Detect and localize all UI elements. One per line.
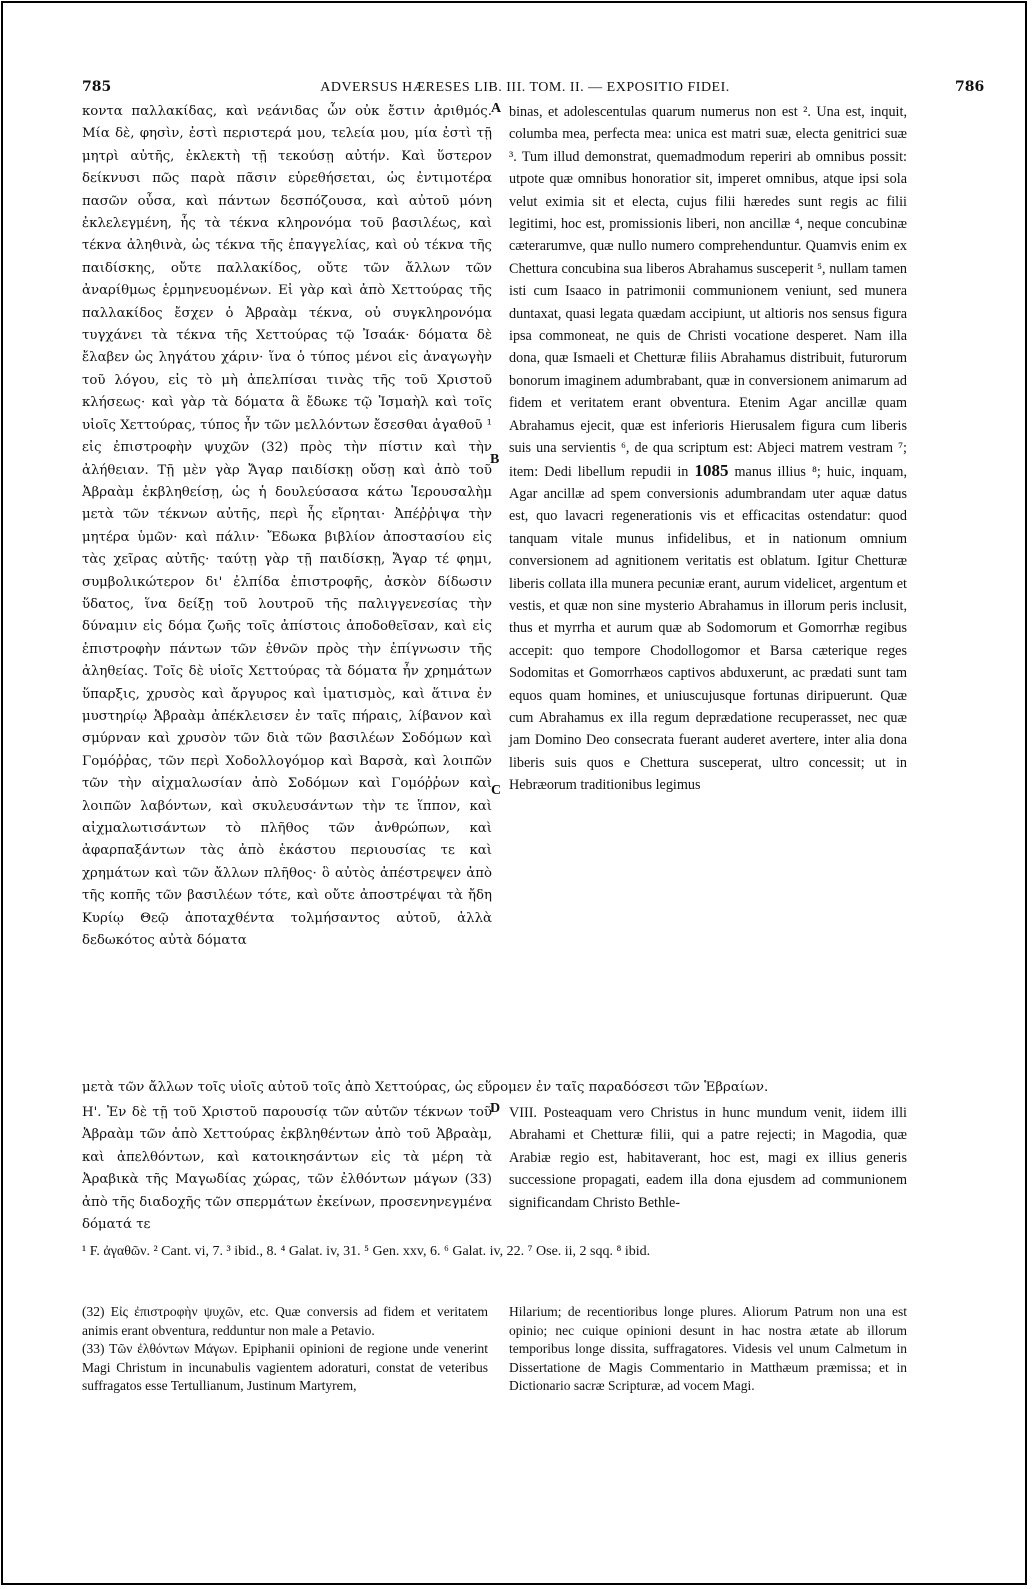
section-marker-a: A bbox=[491, 101, 502, 116]
section-marker-c: C bbox=[491, 783, 502, 798]
note-32: (32) Εἰς ἐπιστροφὴν ψυχῶν, etc. Quæ conversis ad fidem et veritatem animis erant obventura, redduntur non male a Petavio. bbox=[82, 1304, 488, 1338]
greek-paragraph: κοντα παλλακίδας, καὶ νεάνιδας ὧν οὐκ ἔστιν ἀριθμός. Μία δὲ, φησὶν, ἐστὶ περιστερά μου, τελεία μου, μία ἐστὶ τῇ μητρὶ αὐτῆς, ἐκλεκτὴ τῇ τεκούσῃ αὐτήν. Καὶ ὕστερον δείκνυσι πῶς παρὰ πᾶσιν εὑρεθήσεται, ὡς ἐντιμοτέρα πασῶν οὖσα, καὶ πάντων δεσπόζουσα, καὶ αὐτοῦ μόνη ἐκλελεγμένη, ἧς τὰ τέκνα κληρονόμα τοῦ βασιλέως, καὶ τέκνα ἀληθινὰ, ὡς τέκνα τῆς ἐπαγγελίας, καὶ οὐ τέκνα τῆς παιδίσκης, οὔτε παλλακίδος, οὔτε τῶν ἄλλων τῶν ἀναρίθμως ἑρμηνευομένων. Εἰ γὰρ καὶ ἀπὸ Χεττούρας τῆς παλλακίδος ἔσχεν ὁ Ἀβραὰμ τέκνα, οὐ συγκληρονόμα τυγχάνει τὰ τέκνα τῆς Χεττούρας τῷ Ἰσαάκ· δόματα δὲ ἔλαβεν ὡς ληγάτου χάριν· ἵνα ὁ τύπος μένοι εἰς ἀναγωγὴν τοῦ λόγου, εἰς τὸ μὴ ἀπελπίσαι τινὰς τῆς τοῦ Χριστοῦ κλήσεως· καὶ γὰρ τὰ δόματα ἃ ἔδωκε τῷ Ἰσμαὴλ καὶ τοῖς υἱοῖς Χεττούρας, τύπος ἦν τῶν μελλόντων ἔσεσθαι ἀγαθοῦ ¹ εἰς ἐπιστροφὴν ψυχῶν (32) πρὸς τὴν πίστιν καὶ τὴν ἀλήθειαν. Τῇ μὲν γὰρ Ἄγαρ παιδίσκῃ οὔσῃ καὶ ἀπὸ τοῦ Ἀβραὰμ ἐκβληθείσῃ, ὡς ἡ δουλεύσασα κάτω Ἱερουσαλὴμ μετὰ τῶν τέκνων αὐτῆς, περὶ ἧς εἴρηται· Ἀπέῤῥιψα τὴν μητέρα ὑμῶν· καὶ πάλιν· Ἔδωκα βιβλίον ἀποστασίου εἰς τὰς χεῖρας αὐτῆς· ταύτῃ γὰρ τῇ παιδίσκῃ, Ἄγαρ τέ φημι, συμβολικώτερον δι' ἐλπίδα ἐπιστροφῆς, ἀσκὸν δίδωσιν ὕδατος, ἵνα δείξῃ τοῦ λουτροῦ τῆς παλιγγενεσίας τὴν δύναμιν εἰς δόμα ζωῆς τοῖς ἀπίστοις ἀποδοθεῖσαν, καὶ εἰς ἐπιστροφὴν πάντων τῶν ἐθνῶν πρὸς τὴν ἐπίγνωσιν τῆς ἀληθείας. Τοῖς δὲ υἱοῖς Χεττούρας τὰ δόματα ἦν χρημάτων ὕπαρξις, χρυσὸς καὶ ἄργυρος καὶ ἱματισμὸς, καὶ ἅτινα ἐν μυστηρίῳ Ἀβραὰμ ἀπέκλεισεν ἐν ταῖς πήραις, λίβανον καὶ σμύρναν καὶ χρυσὸν τῶν διὰ τῶν βασιλέων Σοδόμων καὶ Γομόῤῥας, τῶν περὶ Χοδολλογόμορ καὶ Βαρσὰ, καὶ λοιπῶν τῶν τὴν αἰχμαλωσίαν ἀπὸ Σοδόμων καὶ Γομόῤῥων καὶ λοιπῶν λαβόντων, καὶ σκυλευσάντων τὴν τε ἵππον, καὶ αἰχμαλωτισάντων τὸ πλῆθος τῶν ἀνθρώπων, καὶ ἀφαρπαξάντων τὰς ἀπὸ ἑκάστου περιουσίας τε καὶ χρημάτων καὶ τῶν ἄλλων πλῆθος· ὃ αὐτὸς ἀπέστρεψεν ἀπὸ τῆς κοπῆς τῶν βασιλέων τότε, καὶ οὔτε ἀποστρέψαι τὰ ἤδη Κυρίῳ Θεῷ ἀποταχθέντα τολμήσαντος αὐτοῦ, ἀλλὰ δεδωκότος αὐτὰ δόματα bbox=[82, 104, 492, 949]
greek-column-section-8 bbox=[82, 1102, 492, 1236]
greek-continuation-line: μετὰ τῶν ἄλλων τοῖς υἱοῖς αὐτοῦ τοῖς ἀπὸ Χεττούρας, ὡς εὕρομεν ἐν ταῖς παραδόσεσι τῶν Ἑβραίων. bbox=[82, 1080, 769, 1095]
section-marker-b: B bbox=[490, 452, 500, 467]
footnotes: ¹ F. ἀγαθῶν. ² Cant. vi, 7. ³ ibid., 8. ⁴ Galat. iv, 31. ⁵ Gen. xxv, 6. ⁶ Galat. iv, 22. ⁷ Ose. ii, 2 sqq. ⁸ ibid. bbox=[82, 1244, 651, 1259]
greek-paragraph-8: Η'. Ἐν δὲ τῇ τοῦ Χριστοῦ παρουσίᾳ τῶν αὐτῶν τέκνων τοῦ Ἀβραὰμ τῶν ἀπὸ Χεττούρας ἐκβληθέντων ἀπὸ τοῦ Ἀβραὰμ, καὶ ἀπελθόντων, καὶ κατοικησάντων εἰς τὰ μέρη τὰ Ἀραβικὰ τῆς Μαγωδίας χώρας, τῶν ἐλθόντων μάγων (33) ἀπὸ τῆς διαδοχῆς τῶν σπερμάτων ἐκείνων, προσενηνεγμένα δόματά τε bbox=[82, 1105, 492, 1233]
notes-right-column bbox=[509, 1303, 907, 1396]
latin-text-part-b: manus illius ⁸; huic, inquam, Agar ancillæ ad spem conversionis adumbrandam uter aquæ datus est, quo lavacri regenerationis vis et efficacitas ostendatur: quod tanquam vitale munus infidelibus, et in nationum omnium conversionem ad agnitionem veritatis est oblatum. Igitur Chetturæ liberis collata illa munera pecuniæ erant, aurum videlicet, argentum et vestis, et quæ non sine mysterio Abrahamus in illorum peris inclusit, thus et myrrha et aurum quæ ab Sodomorum et Gomorrhæ regibus accepit: quo tempore Chodollogomor et Barsa cæterique reges Sodomitas et Gomorrhæos captivos abduxerunt, ac prædati sunt tam equos quam homines, et uniuscujusque fortunas diripuerunt. Quæ cum Abrahamus ex illa regum deprædatione recuperasset, nec quæ jam Domino Deo consecrata fuerant auderet avertere, inter alia dona liberis suis quos e Chettura susceperat, ultro concessit; ut in Hebræorum traditionibus legimus bbox=[509, 463, 908, 794]
latin-text-part-a: binas, et adolescentulas quarum numerus non est ². Una est, inquit, columba mea, perfecta mea: unica est matri suæ, electa genitrici suæ ³. Tum illud demonstrat, quemadmodum reperiri ab omnibus possit: utpote quæ omnibus honoratior sit, imperet omnibus, atque ipsi sola velut eximia sit et electa, cujus filii hæredes sunt regis ac filii legitimi, hoc est, promissionis liberi, non ancillæ ⁴, neque concubinæ cæterarumve, quæ nullo numero comprehenduntur. Quamvis enim ex Chettura concubina sua liberos Abrahamus susceperit ⁵, nullam tamen isti cum Isaaco in patrimonii communionem veniunt, sed munera duntaxat, quasi legata quædam accipiunt, ut altioris nos sensus figura ipsa commoneat, ne quis de Christi vocatione desperet. Nam illa dona, quæ Ismaeli et Chetturæ filiis Abrahamus distribuit, futurorum bonorum imaginem adumbrabant, quæ in conversionem animarum ad fidem et veritatem erant obventura. Etenim Agar ancillæ quam Abrahamus ejecit, quæ est inferioris Hierusalem figura cum liberis suis una servientis ⁶, de qua scriptum est: Abjeci matrem vestram ⁷; item: Dedi libellum repudii in bbox=[509, 104, 907, 480]
page-number-right: 786 bbox=[955, 79, 985, 95]
latin-column-section-8 bbox=[509, 1102, 907, 1214]
latin-column bbox=[509, 101, 907, 797]
notes-left-column bbox=[82, 1303, 488, 1396]
page-number-left: 785 bbox=[82, 79, 112, 95]
latin-paragraph-8: VIII. Posteaquam vero Christus in hunc mundum venit, iidem illi Abrahami et Chetturæ filii, qui a patre rejecti; in Magodia, quæ Arabiæ regio est, habitaverant, hoc est, magi ex illius generis successione propagati, eadem illa dona ejusdem ad communionem significandam Christo Bethle- bbox=[509, 1105, 907, 1211]
latin-paragraph bbox=[509, 101, 907, 797]
running-head: ADVERSUS HÆRESES LIB. III. TOM. II. — EXPOSITIO FIDEI. bbox=[320, 80, 730, 95]
section-marker-d: D bbox=[490, 1101, 501, 1116]
note-33-continued: Hilarium; de recentioribus longe plures. Aliorum Patrum non una est opinio; nec cuique opinioni desunt in hac nostra ætate ab illorum temporibus longe dissita, suffragatores. Videsis vel unum Calmetum in Dissertatione de Magis Commentario in Matthæum præmissa; et in Dictionario sacræ Scripturæ, ad vocem Magi. bbox=[509, 1304, 907, 1394]
column-number-1085: 1085 bbox=[694, 460, 729, 480]
note-33: (33) Τῶν ἐλθόντων Μάγων. Epiphanii opinioni de regione unde venerint Magi Christum in incunabulis vagientem adoraturi, constat de veteribus suffragatos esse Tertullianum, Justinum Martyrem, bbox=[82, 1341, 488, 1394]
greek-column bbox=[82, 101, 492, 952]
